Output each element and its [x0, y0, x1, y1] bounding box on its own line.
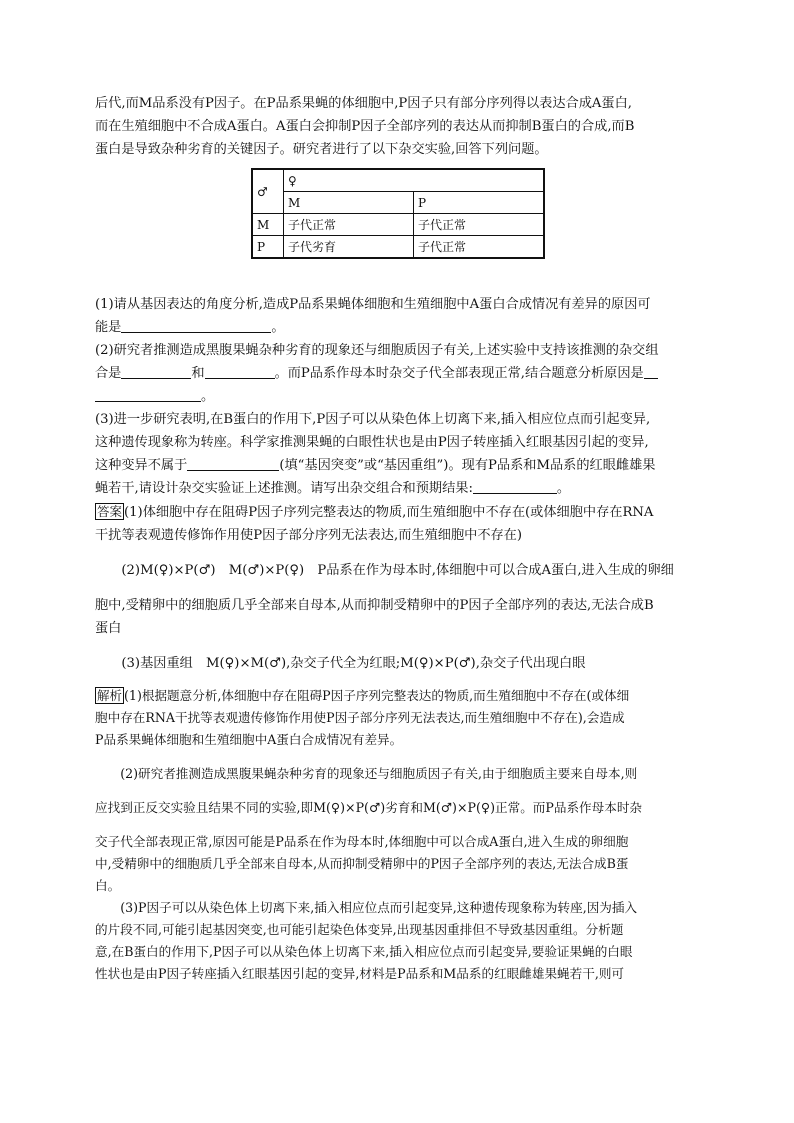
- question-text: 这种变异不属于: [95, 458, 188, 473]
- question-text: 这种遗传现象称为转座。科学家推测果蝇的白眼性状也是由P因子转座插入红眼基因引起的变异,: [95, 435, 649, 450]
- question-text: (填“基因突变”或“基因重组”)。现有P品系和M品系的红眼雌雄果: [279, 458, 656, 473]
- intro-line: 蛋白是导致杂种劣育的关键因子。研究者进行了以下杂交实验,回答下列问题。: [95, 142, 548, 157]
- answer-text: 蛋白: [95, 621, 122, 636]
- intro-line: 而在生殖细胞中不合成A蛋白。A蛋白会抑制P因子全部序列的表达从而抑制B蛋白的合成,而B: [95, 119, 635, 134]
- analysis-label: 解析: [97, 688, 123, 703]
- column-header-m: M: [284, 192, 414, 214]
- analysis-text: 白。: [95, 878, 121, 893]
- answer-blank: [473, 478, 557, 494]
- answer-text: 胞中,受精卵中的细胞质几乎全部来自母本,从而抑制受精卵中的P因子全部序列的表达,无法合成B: [95, 598, 654, 613]
- question-text: 。: [201, 389, 215, 404]
- answer-text: (3)基因重组 M(♀)×M(♂),杂交子代全为红眼;M(♀)×P(♂),杂交子代出现白眼: [121, 656, 586, 671]
- analysis-text: 意,在B蛋白的作用下,P因子可以从染色体上切离下来,插入相应位点而引起变异,要验证果蝇的白眼: [95, 944, 633, 959]
- question-text: (3)进一步研究表明,在B蛋白的作用下,P因子可以从染色体上切离下来,插入相应位点而引起变异,: [95, 412, 651, 427]
- answer-label: 答案: [97, 504, 123, 519]
- answer-text: (2)M(♀)×P(♂) M(♂)×P(♀) P品系在作为母本时,体细胞中可以合成A蛋白,进入生成的卵细: [121, 563, 674, 578]
- question-text: 。: [271, 320, 285, 335]
- answer-blank: [644, 363, 658, 379]
- question-text: 。: [556, 481, 571, 496]
- analysis-text: 的片段不同,可能引起基因突变,也可能引起染色体变异,出现基因重排但不导致基因重组。分析题: [95, 922, 624, 937]
- question-text: 合是: [95, 366, 122, 381]
- answer-blank: [187, 455, 279, 471]
- answer-text: 干扰等表观遗传修饰作用使P因子部分序列无法表达,而生殖细胞中不存在): [95, 528, 523, 543]
- analysis-text: 中,受精卵中的细胞质几乎全部来自母本,从而抑制受精卵中的P因子全部序列的表达,无法合成B蛋: [95, 856, 629, 871]
- analysis-text: (2)研究者推测造成黑腹果蝇杂种劣育的现象还与细胞质因子有关,由于细胞质主要来自母本,则: [120, 766, 638, 781]
- answer-blank: [205, 363, 275, 379]
- question-text: 能是: [95, 320, 122, 335]
- answer-text: (1)体细胞中存在阻碍P因子序列完整表达的物质,而生殖细胞中不存在(或体细胞中存在RNA: [124, 505, 654, 520]
- analysis-text: 性状也是由P因子转座插入红眼基因引起的变异,材料是P品系和M品系的红眼雌雄果蝇若干,则可: [95, 966, 625, 981]
- table-cell: 子代正常: [414, 236, 545, 259]
- column-header-p: P: [414, 192, 545, 214]
- document-page: [95, 92, 701, 985]
- answer-blank: [121, 317, 271, 333]
- female-symbol-cell: ♀: [284, 169, 545, 192]
- male-symbol-cell: ♂: [252, 169, 284, 214]
- table-cell: 子代劣育: [284, 236, 414, 259]
- question-text: 蝇若干,请设计杂交实验证上述推测。请写出杂交组合和预期结果:: [95, 481, 473, 496]
- table-cell: 子代正常: [284, 214, 414, 236]
- question-text: (1)请从基因表达的角度分析,造成P品系果蝇体细胞和生殖细胞中A蛋白合成情况有差异的原因可: [95, 297, 651, 312]
- intro-line: 后代,而M品系没有P因子。在P品系果蝇的体细胞中,P因子只有部分序列得以表达合成A蛋白,: [95, 96, 632, 111]
- question-text: (2)研究者推测造成黑腹果蝇杂种劣育的现象还与细胞质因子有关,上述实验中支持该推测的杂交组: [95, 343, 659, 358]
- analysis-text: 应找到正反交实验且结果不同的实验,即M(♀)×P(♂)劣育和M(♂)×P(♀)正常。而P品系作母本时杂: [95, 800, 643, 815]
- cross-table: [251, 168, 545, 259]
- table-row: [252, 214, 544, 236]
- intro-paragraph: [95, 92, 701, 161]
- question-2: [95, 339, 701, 408]
- question-text: 。而P品系作母本时杂交子代全部表现正常,结合题意分析原因是: [274, 366, 644, 381]
- analysis-text: 交子代全部表现正常,原因可能是P品系在作为母本时,体细胞中可以合成A蛋白,进入生成的卵细胞: [95, 834, 629, 849]
- answer-section: [95, 500, 701, 675]
- analysis-text: P品系果蝇体细胞和生殖细胞中A蛋白合成情况有差异。: [95, 732, 403, 747]
- row-label: M: [252, 214, 284, 236]
- analysis-text: 胞中存在RNA干扰等表观遗传修饰作用使P因子部分序列无法表达,而生殖细胞中不存在),会造成: [95, 710, 625, 725]
- answer-blank: [95, 386, 201, 402]
- question-1: [95, 293, 701, 339]
- table-row: [252, 236, 544, 259]
- analysis-text: (3)P因子可以从染色体上切离下来,插入相应位点而引起变异,这种遗传现象称为转座,因为插入: [120, 900, 638, 915]
- question-text: 和: [191, 366, 205, 381]
- answer-blank: [121, 363, 191, 379]
- row-label: P: [252, 236, 284, 259]
- table-cell: 子代正常: [414, 214, 545, 236]
- analysis-text: (1)根据题意分析,体细胞中存在阻碍P因子序列完整表达的物质,而生殖细胞中不存在(或体细: [124, 688, 630, 703]
- analysis-section: [95, 685, 701, 985]
- question-3: [95, 408, 701, 500]
